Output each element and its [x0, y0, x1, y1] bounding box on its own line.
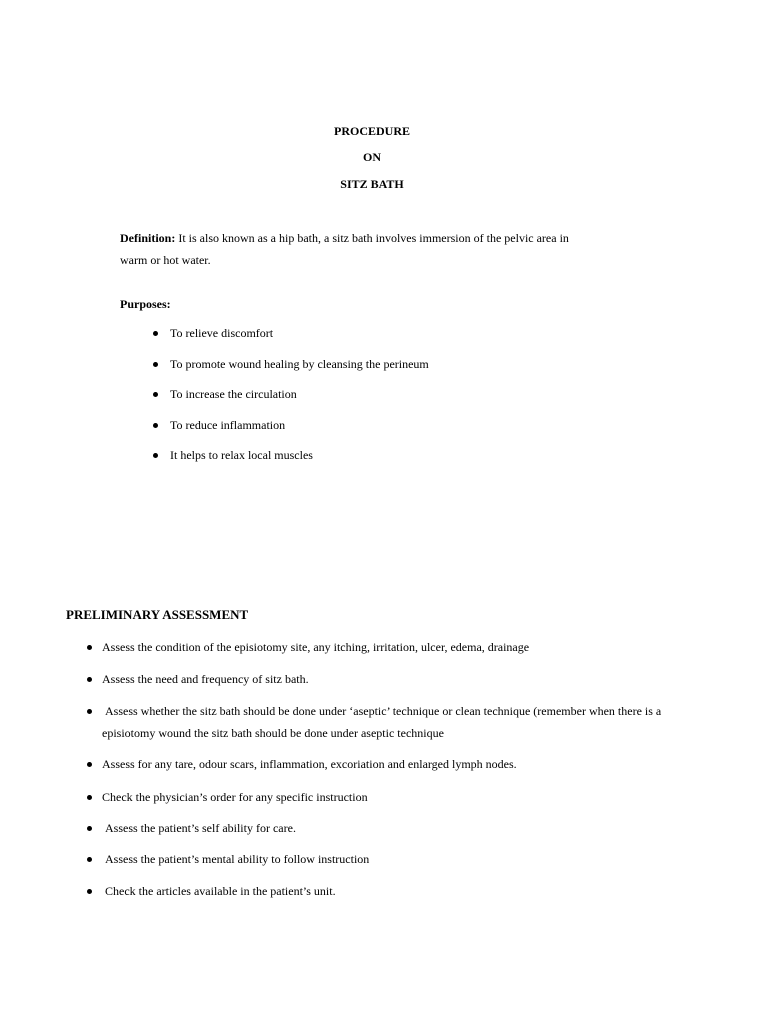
definition-paragraph [120, 231, 569, 246]
assessment-item: Check the articles available in the patient’s unit. [105, 884, 336, 898]
definition-text-line-2: warm or hot water. [120, 253, 211, 267]
bullet-icon [87, 826, 92, 831]
bullet-icon [87, 762, 92, 767]
purpose-item: To relieve discomfort [170, 326, 274, 340]
assessment-item: Check the physician’s order for any specific instruction [102, 790, 368, 804]
assessment-item: Assess the patient’s mental ability to follow instruction [105, 852, 370, 866]
bullet-icon [153, 453, 158, 458]
title-line-1: PROCEDURE [333, 124, 410, 138]
assessment-item-continuation: episiotomy wound the sitz bath should be done under aseptic technique [102, 726, 444, 740]
bullet-icon [87, 889, 92, 894]
purpose-item: To reduce inflammation [170, 418, 286, 432]
purposes-heading: Purposes: [120, 297, 171, 311]
assessment-item: Assess for any tare, odour scars, inflammation, excoriation and enlarged lymph nodes. [102, 757, 517, 771]
purpose-item: To increase the circulation [170, 387, 297, 401]
bullet-icon [87, 645, 92, 650]
definition-text-line-1: It is also known as a hip bath, a sitz bath involves immersion of the pelvic area in [175, 231, 569, 245]
bullet-icon [153, 331, 158, 336]
assessment-heading: PRELIMINARY ASSESSMENT [66, 607, 249, 622]
bullet-icon [87, 857, 92, 862]
bullet-icon [153, 362, 158, 367]
bullet-icon [87, 709, 92, 714]
bullet-icon [153, 392, 158, 397]
assessment-item: Assess whether the sitz bath should be done under ‘aseptic’ technique or clean technique (remember when there is a [105, 704, 662, 718]
title-line-3: SITZ BATH [340, 177, 404, 191]
assessment-item: Assess the need and frequency of sitz bath. [102, 672, 309, 686]
assessment-item: Assess the patient’s self ability for care. [105, 821, 296, 835]
definition-label: Definition: [120, 231, 176, 245]
bullet-icon [87, 795, 92, 800]
purpose-item: To promote wound healing by cleansing the perineum [170, 357, 429, 371]
assessment-item: Assess the condition of the episiotomy site, any itching, irritation, ulcer, edema, drainage [102, 640, 530, 654]
bullet-icon [153, 423, 158, 428]
bullet-icon [87, 677, 92, 682]
title-line-2: ON [363, 150, 381, 164]
purpose-item: It helps to relax local muscles [170, 448, 313, 462]
